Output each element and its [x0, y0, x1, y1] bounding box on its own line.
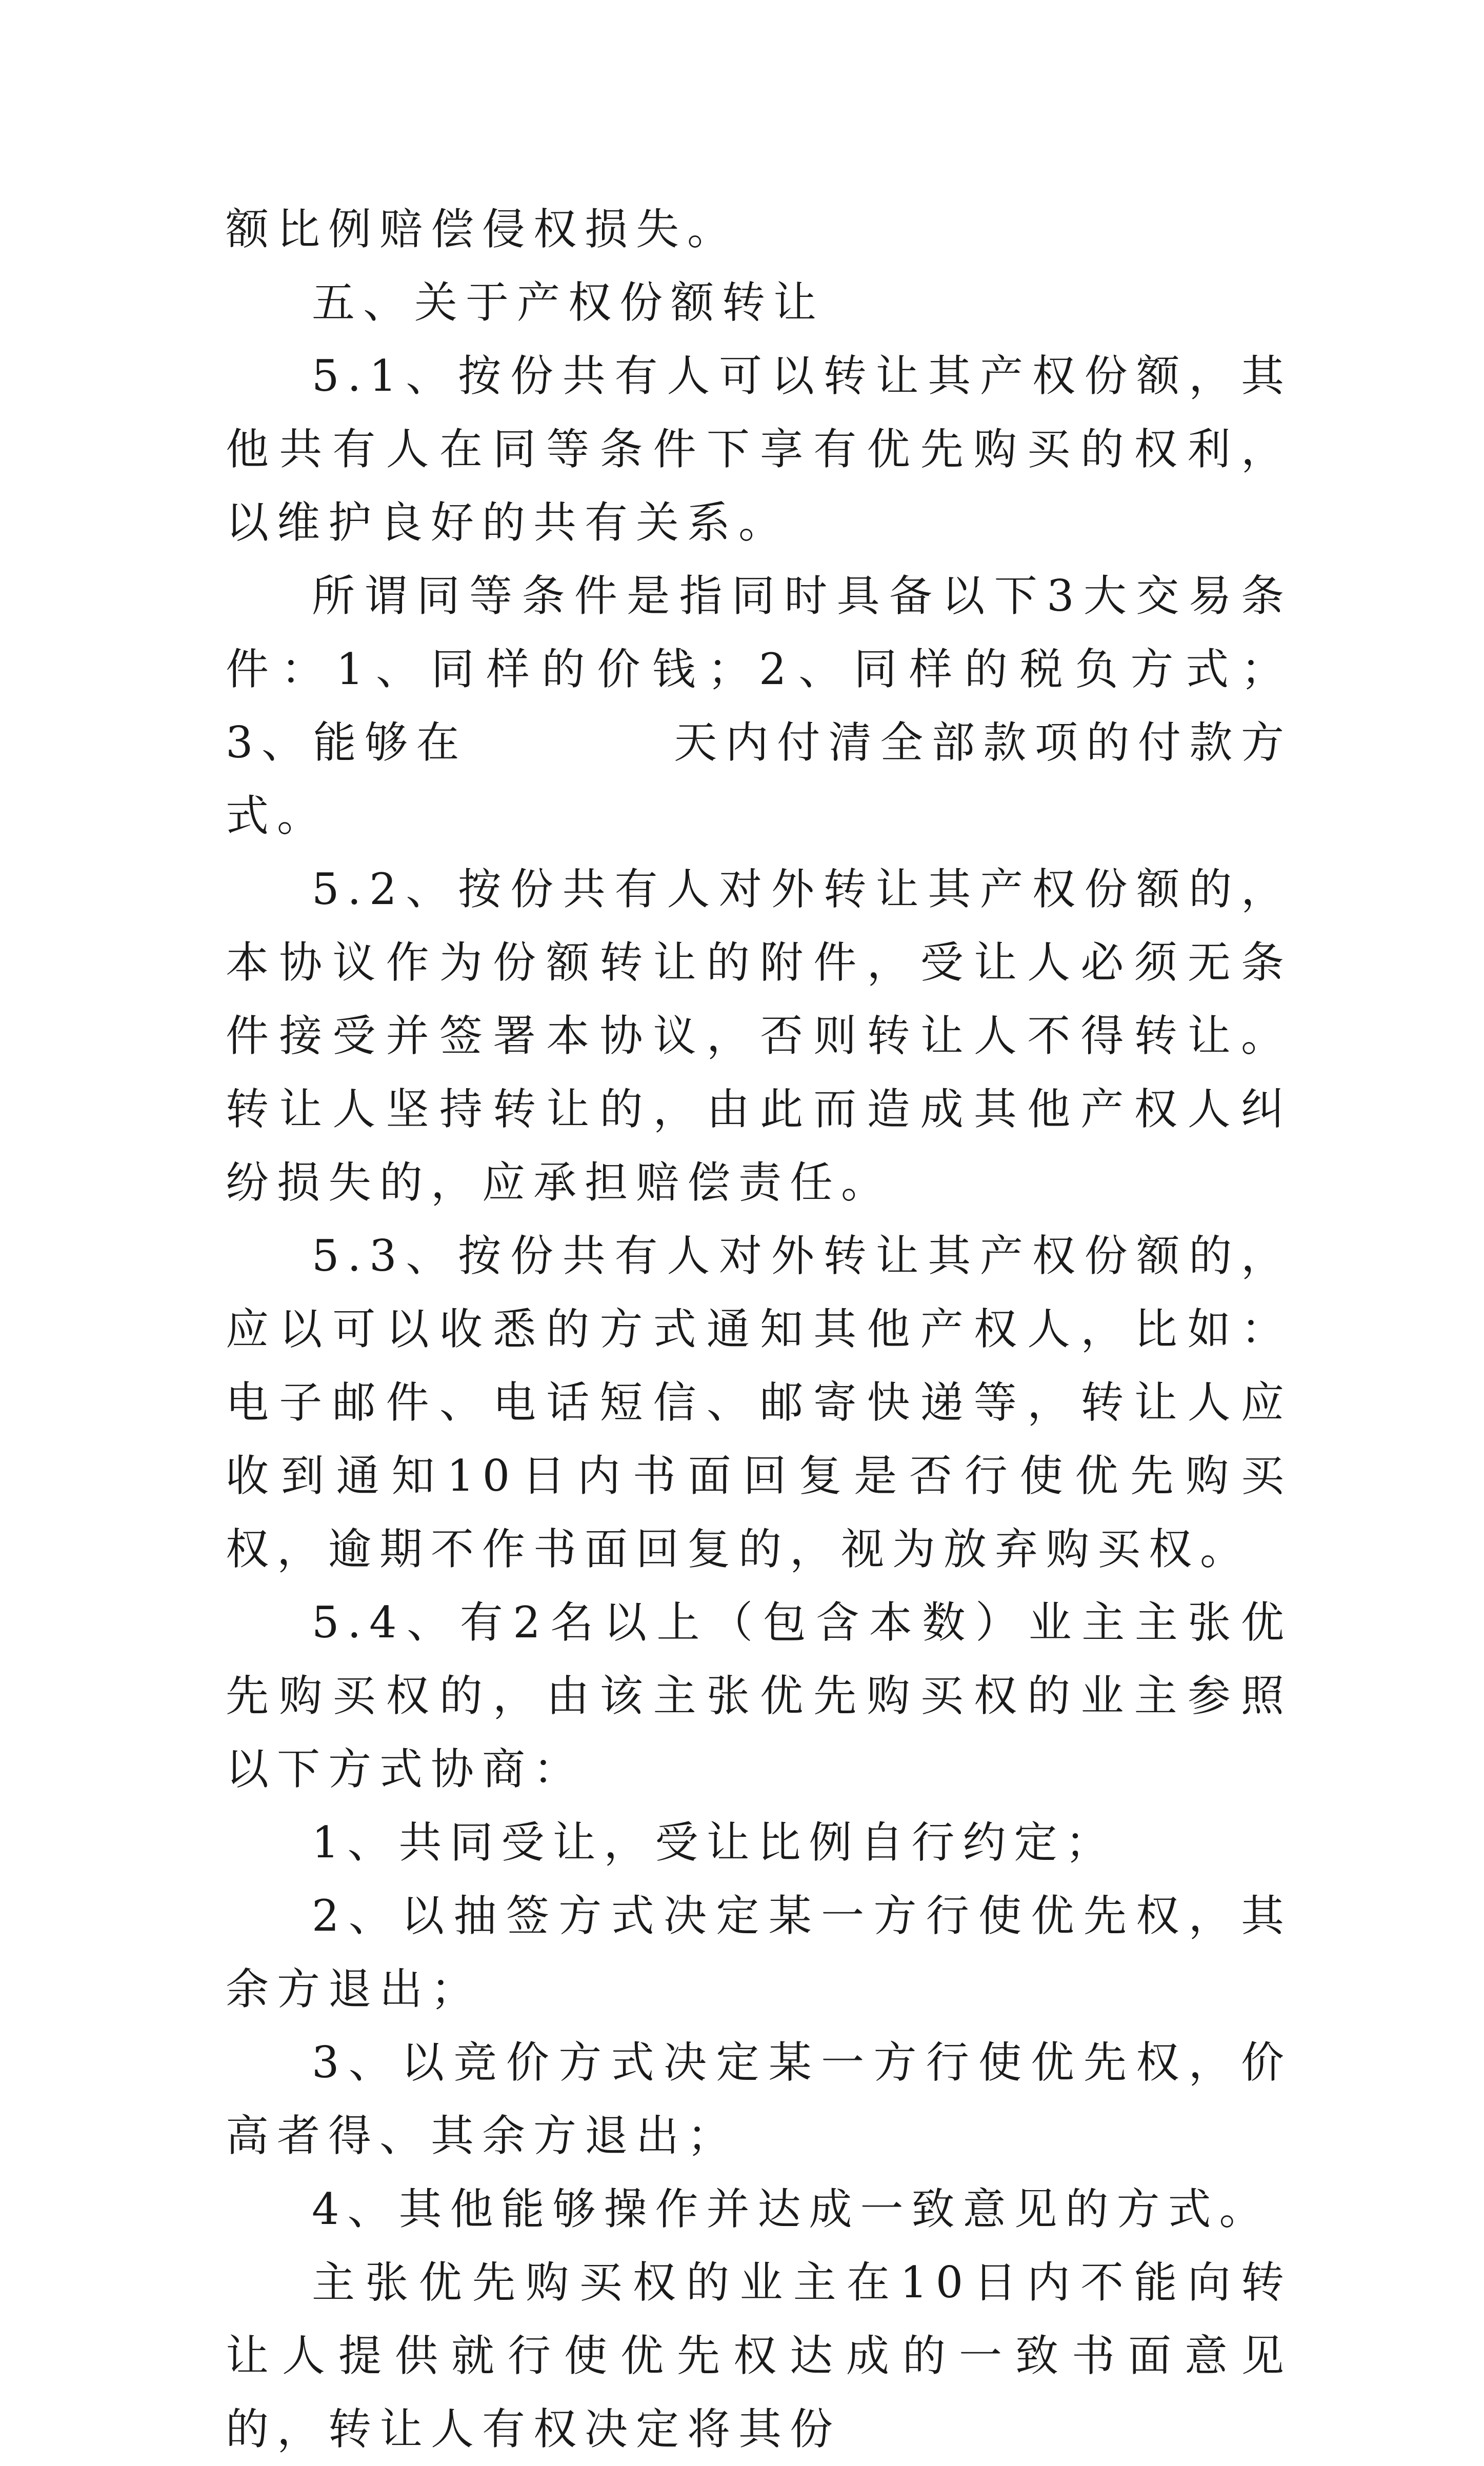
list-item: 1、共同受让，受让比例自行约定；	[312, 1817, 1117, 1868]
document-body	[226, 193, 1292, 2466]
paragraph: 主张优先购买权的业主在10日内不能向转让人提供就行使优先权达成的一致书面意见的，转让人有权决定将其份	[226, 2257, 1292, 2454]
paragraph: 5.4、有2名以上（包含本数）业主主张优先购买权的，由该主张优先购买权的业主参照以下方式协商：	[226, 1597, 1292, 1794]
paragraph: 5.3、按份共有人对外转让其产权份额的，应以可以收悉的方式通知其他产权人，比如：电子邮件、电话短信、邮寄快递等，转让人应收到通知10日内书面回复是否行使优先购买权，逾期不作书面回复的，视为放弃购买权。	[226, 1231, 1292, 1574]
paragraph: 所谓同等条件是指同时具备以下3大交易条件：1、同样的价钱；2、同样的税负方式；3、能够在 天内付清全部款项的付款方式。	[226, 571, 1292, 841]
list-item: 2、以抽签方式决定某一方行使优先权，其余方退出；	[226, 1891, 1292, 2014]
section-heading: 五、关于产权份额转让	[312, 277, 825, 328]
list-item: 4、其他能够操作并达成一致意见的方式。	[312, 2184, 1271, 2234]
paragraph: 额比例赔偿侵权损失。	[226, 204, 739, 254]
paragraph: 5.1、按份共有人可以转让其产权份额，其他共有人在同等条件下享有优先购买的权利，以维护良好的共有关系。	[226, 351, 1292, 548]
list-item: 3、以竞价方式决定某一方行使优先权，价高者得、其余方退出；	[226, 2037, 1292, 2161]
paragraph: 5.2、按份共有人对外转让其产权份额的，本协议作为份额转让的附件，受让人必须无条件接受并签署本协议，否则转让人不得转让。转让人坚持转让的，由此而造成其他产权人纠纷损失的，应承担赔偿责任。	[226, 864, 1292, 1208]
